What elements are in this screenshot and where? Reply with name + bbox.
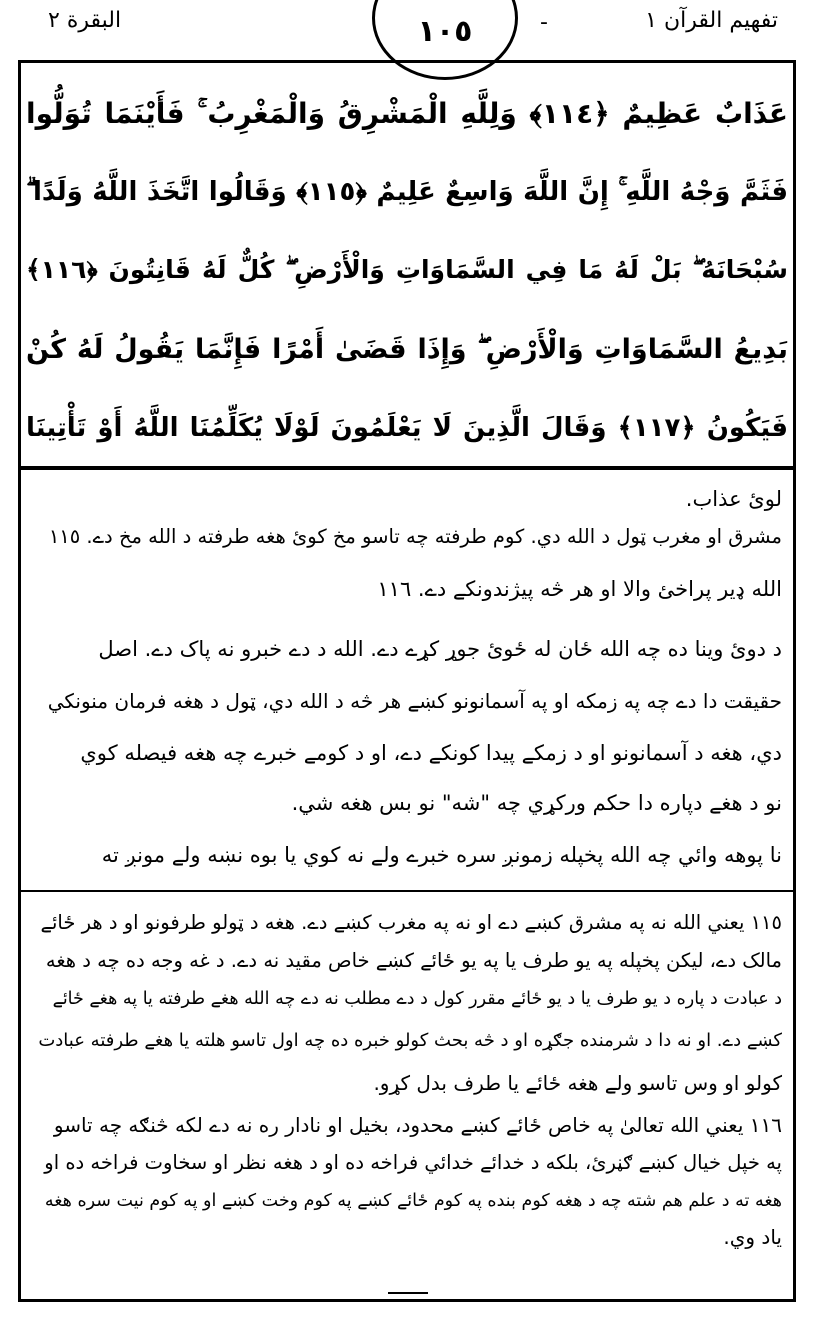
page-number: ١٠٥ (417, 14, 473, 49)
footnote-line: د عبادت د پاره د یو طرف یا د یو ځائے مقرر کول د دے مطلب نه دے چه الله هغے طرفته یا په هغے ځائے (52, 989, 782, 1009)
arabic-verse-block (26, 76, 788, 468)
footnote-line: کولو او وس تاسو ولے هغه ځائے یا طرف بدل کړو. (373, 1071, 782, 1095)
translation-line: الله ډیر پراخئ والا او هر څه پیژندونکے دے. ١١٦ (377, 577, 782, 601)
translation-line: د دوئ وینا ده چه الله ځان له ځوئ جوړ کړے دے. الله د دے خبرو نه پاک دے. اصل (98, 637, 782, 661)
end-divider (388, 1292, 428, 1294)
verse-line: فَثَمَّ وَجْهُ اللَّهِ ۚ إِنَّ اللَّهَ وَاسِعٌ عَلِيمٌ ﴿١١٥﴾ وَقَالُوا اتَّخَذَ اللَّهُ وَلَدًا ۗ (26, 177, 788, 207)
footnote-line: ١١٦ یعني الله تعالیٰ په خاص ځائے کښے محدود، بخیل او نادار ره نه دے لکه څنګه چه تاسو (53, 1113, 782, 1137)
translation-line: حقیقت دا دے چه په زمکه او په آسمانونو کښے هر څه د الله دي، ټول د هغه فرمان منونکي (47, 689, 782, 713)
verse-line: سُبْحَانَهُ ۖ بَلْ لَهُ مَا فِي السَّمَاوَاتِ وَالْأَرْضِ ۖ كُلٌّ لَهُ قَانِتُونَ ﴿١١٦﴾ (26, 255, 788, 284)
footnote-line: یاد وي. (723, 1225, 782, 1249)
translation-line: مشرق او مغرب ټول د الله دي. کوم طرفته چه تاسو مخ کوئ هغه طرفته د الله مخ دے. ١١٥ (48, 525, 782, 548)
verse-divider (18, 466, 796, 470)
footnote-line: په خپل خیال کښے ګڼرئ، بلکه د خدائے خدائي فراخه ده او د هغه نظر او سخاوت فراخه ده او (44, 1151, 782, 1174)
book-title: تفهيم القرآن ١ (645, 8, 778, 33)
translation-line: لوئ عذاب. (685, 487, 782, 511)
surah-name: البقرة ٢ (48, 8, 122, 33)
footnote-line: کښے دے. او نه دا د شرمنده جګړه او د څه بحث کولو خبره ده چه اول تاسو هلته یا هغے طرفته عبادت (38, 1030, 782, 1051)
verse-line: بَدِيعُ السَّمَاوَاتِ وَالْأَرْضِ ۖ وَإِذَا قَضَىٰ أَمْرًا فَإِنَّمَا يَقُولُ لَهُ كُنْ (26, 334, 788, 365)
verse-line: فَيَكُونُ ﴿١١٧﴾ وَقَالَ الَّذِينَ لَا يَعْلَمُونَ لَوْلَا يُكَلِّمُنَا اللَّهُ أَوْ تَأْتِينَا (26, 413, 788, 443)
translation-line: دي، هغه د آسمانونو او د زمکے پیدا کونکے دے، او د کومے خبرے چه هغه فیصله کوي (80, 741, 782, 765)
header-separator: - (540, 10, 548, 35)
footnote-divider (18, 890, 796, 892)
translation-line: نا پوهه وائي چه الله پخپله زمونږ سره خبرے ولے نه کوي یا بوه نښه ولے مونږ ته (101, 843, 782, 867)
footnote-line: هغه ته د علم هم شته چه د هغه کوم بنده په کوم ځائے کښے په کوم وخت کښے او په کوم نیت سره هغه (44, 1191, 782, 1211)
verse-line: عَذَابٌ عَظِيمٌ ﴿١١٤﴾ وَلِلَّهِ الْمَشْرِقُ وَالْمَغْرِبُ ۚ فَأَيْنَمَا تُوَلُّوا (26, 97, 788, 130)
translation-line: نو د هغے دپاره دا حکم ورکړي چه "شه" نو بس هغه شي. (291, 791, 782, 815)
footnote-line: مالک دے، لیکن پخپله په یو طرف یا په یو ځائے کښے خاص مقید نه دے. د غه وجه ده چه د هغه (45, 949, 782, 972)
footnote-line: ١١٥ یعني الله نه په مشرق کښے دے او نه په مغرب کښے دے. هغه د ټولو طرفونو او د هر ځائے (40, 911, 782, 934)
